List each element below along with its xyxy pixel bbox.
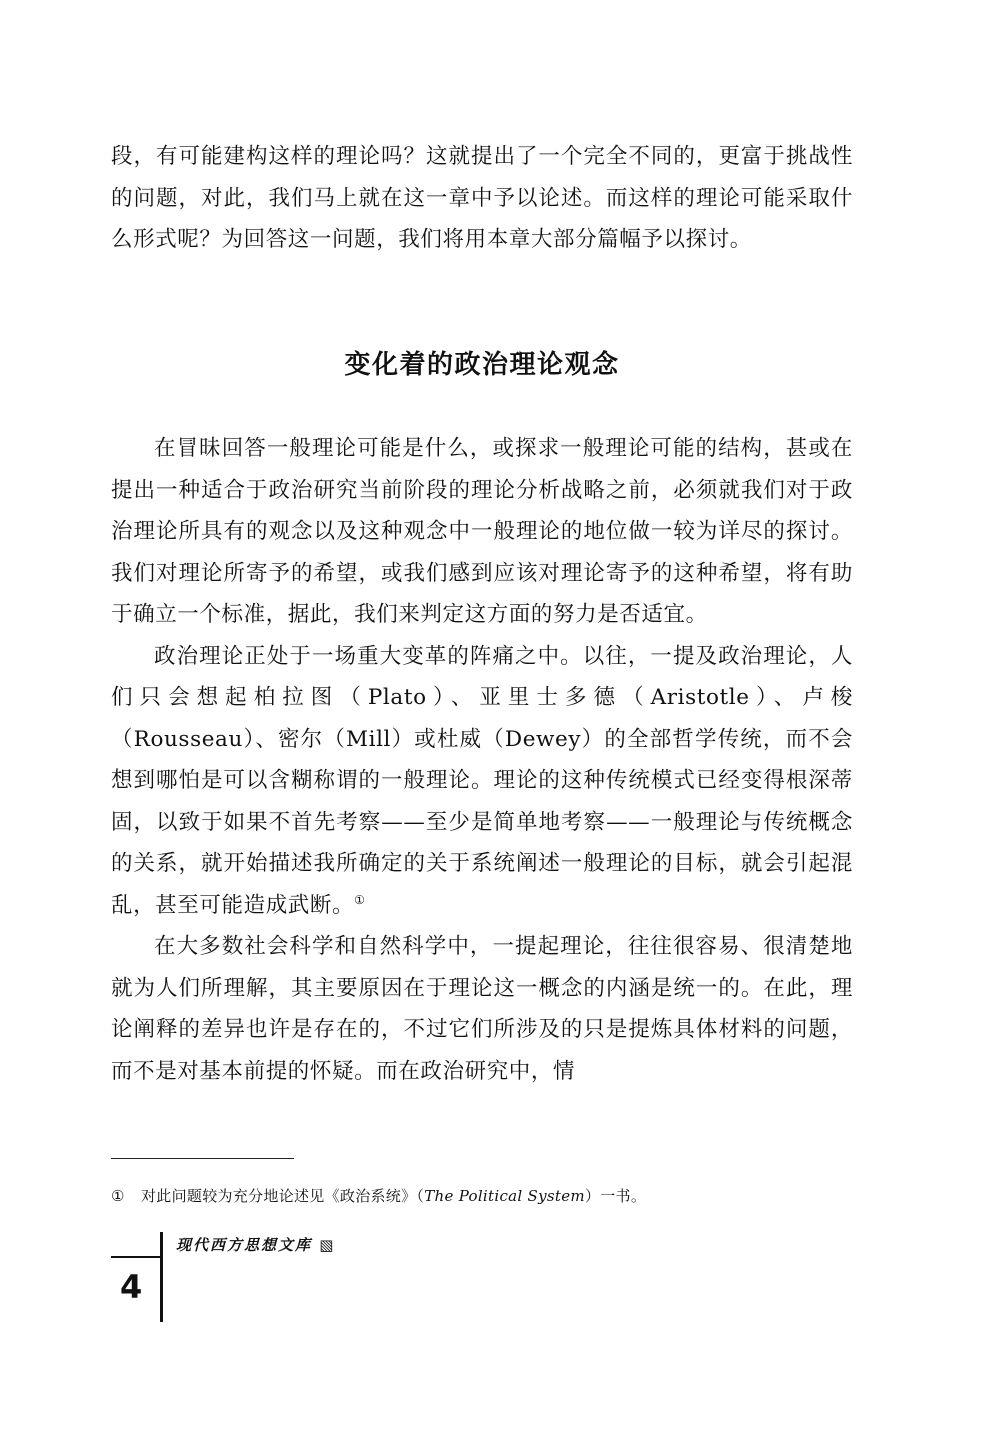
footnote-text-after: ）一书。 — [584, 1187, 647, 1205]
series-title-text: 现代西方思想文库 — [176, 1236, 313, 1254]
paragraph-2 — [111, 636, 853, 927]
paragraph-2-text: 政治理论正处于一场重大变革的阵痛之中。以往，一提及政治理论，人们只会想起柏拉图（Plato）、亚里士多德（Aristotle）、卢梭（Rousseau）、密尔（Mill）或杜威（Dewey）的全部哲学传统，而不会想到哪怕是可以含糊称谓的一般理论。理论的这种传统模式已经变得根深蒂固，以致于如果不首先考察——至少是简单地考察——一般理论与传统概念的关系，就开始描述我所确定的关于系统阐述一般理论的目标，就会引起混乱，甚至可能造成武断。 — [111, 643, 853, 918]
footnote-title-en: The Political System — [424, 1187, 585, 1205]
page-number: 4 — [120, 1268, 143, 1306]
series-title — [176, 1234, 335, 1255]
intro-text — [111, 136, 853, 261]
footer-vertical-rule — [160, 1232, 163, 1322]
footnote-text-before: 对此问题较为充分地论述见《政治系统》（ — [141, 1187, 425, 1205]
body-text — [111, 428, 853, 1092]
footnote — [111, 1184, 853, 1208]
footer-horizontal-rule — [111, 1256, 163, 1258]
series-logo-icon: ▧ — [319, 1236, 336, 1254]
footnote-mark: ① — [111, 1187, 125, 1205]
paragraph-1: 在冒昧回答一般理论可能是什么，或探求一般理论可能的结构，甚或在提出一种适合于政治研究当前阶段的理论分析战略之前，必须就我们对于政治理论所具有的观念以及这种观念中一般理论的地位做一较为详尽的探讨。我们对理论所寄予的希望，或我们感到应该对理论寄予的这种希望，将有助于确立一个标准，据此，我们来判定这方面的努力是否适宜。 — [111, 436, 853, 627]
intro-paragraph: 段，有可能建构这样的理论吗？这就提出了一个完全不同的，更富于挑战性的问题，对此，我们马上就在这一章中予以论述。而这样的理论可能采取什么形式呢？为回答这一问题，我们将用本章大部分篇幅予以探讨。 — [111, 144, 853, 252]
section-heading: 变化着的政治理论观念 — [344, 350, 620, 380]
footnote-divider — [111, 1158, 294, 1159]
paragraph-3: 在大多数社会科学和自然科学中，一提起理论，往往很容易、很清楚地就为人们所理解，其主要原因在于理论这一概念的内涵是统一的。在此，理论阐释的差异也许是存在的，不过它们所涉及的只是提炼具体材料的问题，而不是对基本前提的怀疑。而在政治研究中，情 — [111, 934, 853, 1084]
footnote-reference: ① — [354, 892, 366, 907]
